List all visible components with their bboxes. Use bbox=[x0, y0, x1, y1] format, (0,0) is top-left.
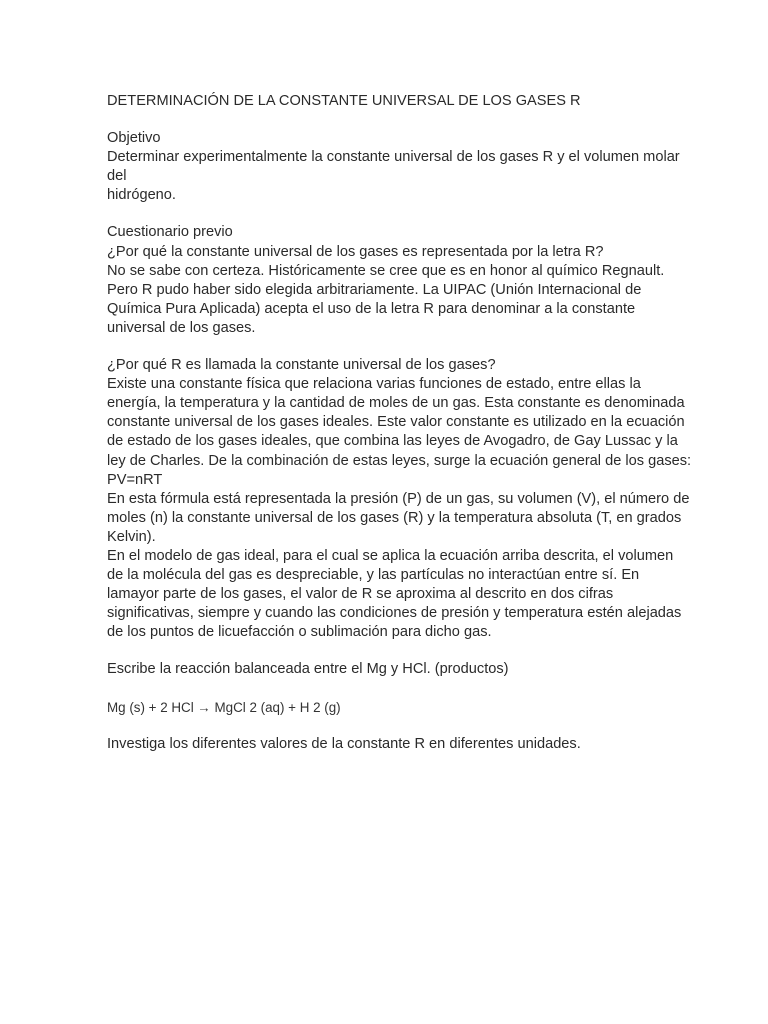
paragraph bbox=[107, 129, 707, 205]
text-line: Cuestionario previo bbox=[107, 224, 233, 241]
text-line: ¿Por qué R es llamada la constante universal de los gases? bbox=[107, 357, 496, 374]
paragraph bbox=[107, 223, 707, 338]
text-line: En esta fórmula está representada la presión (P) de un gas, su volumen (V), el número de bbox=[107, 490, 690, 507]
document-body bbox=[107, 92, 707, 754]
text-line: Kelvin). bbox=[107, 528, 156, 545]
text-line: ¿Por qué la constante universal de los gases es representada por la letra R? bbox=[107, 243, 604, 260]
text-line: hidrógeno. bbox=[107, 187, 176, 204]
text-line: constante universal de los gases ideales. Este valor constante es utilizado en la ecuación bbox=[107, 414, 685, 431]
text-line: energía, la temperatura y la cantidad de moles de un gas. Esta constante es denominada bbox=[107, 395, 685, 412]
text-line: PV=nRT bbox=[107, 471, 163, 488]
text-line: Investiga los diferentes valores de la constante R en diferentes unidades. bbox=[107, 735, 581, 752]
text-line: de los puntos de licuefacción o sublimación para dicho gas. bbox=[107, 624, 492, 641]
chemical-equation bbox=[107, 698, 707, 717]
text-line: moles (n) la constante universal de los gases (R) y la temperatura absoluta (T, en grados bbox=[107, 509, 682, 526]
document-title bbox=[107, 92, 707, 111]
paragraph bbox=[107, 356, 707, 642]
text-line: Existe una constante física que relaciona varias funciones de estado, entre ellas la bbox=[107, 376, 641, 393]
text-line: de estado de los gases ideales, que combina las leyes de Avogadro, de Gay Lussac y la bbox=[107, 433, 678, 450]
text-line: Objetivo bbox=[107, 130, 161, 147]
text-line: No se sabe con certeza. Históricamente se cree que es en honor al químico Regnault. bbox=[107, 262, 665, 279]
text-line: Escribe la reacción balanceada entre el Mg y HCl. (productos) bbox=[107, 661, 509, 678]
text-line: del bbox=[107, 168, 127, 185]
text-line: En el modelo de gas ideal, para el cual se aplica la ecuación arriba descrita, el volumen bbox=[107, 547, 674, 564]
text-line: DETERMINACIÓN DE LA CONSTANTE UNIVERSAL DE LOS GASES R bbox=[107, 93, 581, 109]
text-line: de la molécula del gas es despreciable, y las partículas no interactúan entre sí. En bbox=[107, 567, 640, 584]
text-line: Mg (s) + 2 HCl → MgCl 2 (aq) + H 2 (g) bbox=[107, 699, 341, 715]
text-line: Determinar experimentalmente la constante universal de los gases R y el volumen molar bbox=[107, 149, 680, 166]
text-line: Química Pura Aplicada) acepta el uso de la letra R para denominar a la constante bbox=[107, 300, 636, 317]
paragraph bbox=[107, 735, 707, 754]
text-line: Pero R pudo haber sido elegida arbitrariamente. La UIPAC (Unión Internacional de bbox=[107, 281, 642, 298]
text-line: ley de Charles. De la combinación de estas leyes, surge la ecuación general de los gases: bbox=[107, 452, 692, 469]
text-line: lamayor parte de los gases, el valor de R se aproxima al descrito en dos cifras bbox=[107, 586, 614, 603]
paragraph bbox=[107, 660, 707, 679]
text-line: significativas, siempre y cuando las condiciones de presión y temperatura estén alejadas bbox=[107, 605, 682, 622]
text-line: universal de los gases. bbox=[107, 319, 256, 336]
